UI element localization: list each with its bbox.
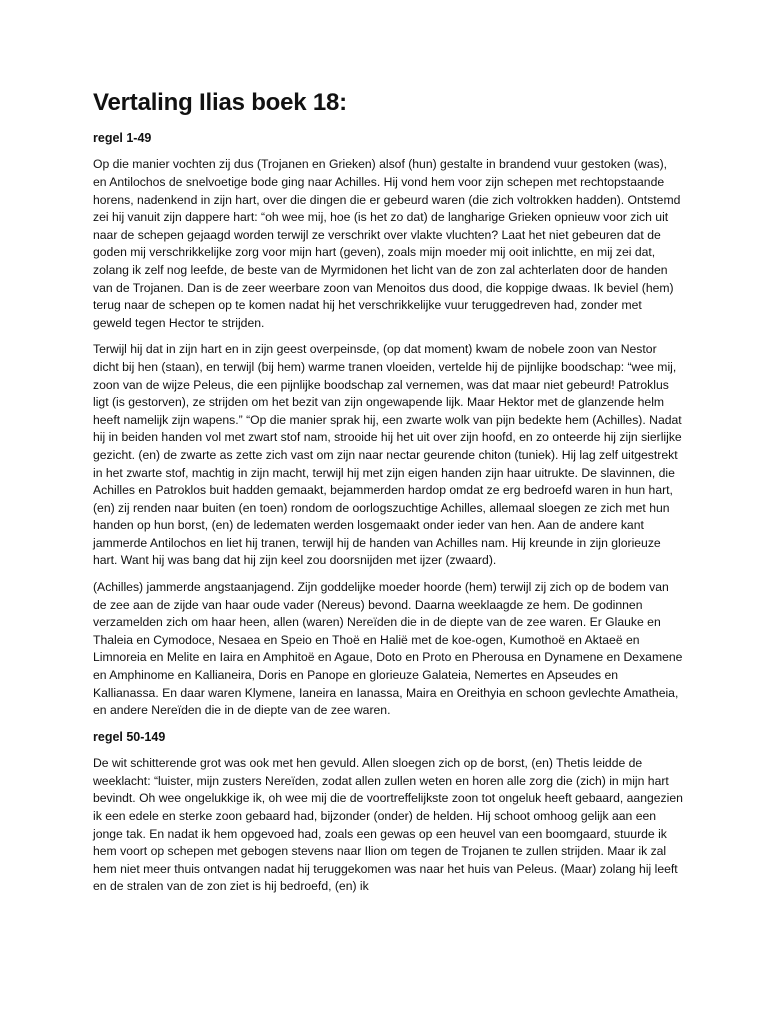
- paragraph: (Achilles) jammerde angstaanjagend. Zijn goddelijke moeder hoorde (hem) terwijl zij zich op de bodem van de zee aan de zijde van haar oude vader (Nereus) bevond. Daarna weeklaagde ze hem. De godinnen verzamelden zich om haar heen, allen (waren) Nereïden die in de diepte van de zee waren. Er Glauke en Thaleia en Cymodoce, Nesaea en Speio en Thoë en Halië met de koe-ogen, Kumothoë en Aktaeë en Limnoreia en Melite en Iaira en Amphitoë en Agaue, Doto en Proto en Pherousa en Dynamene en Dexamene en Amphinome en Kallianeira, Doris en Panope en glorieuze Galateia, Nemertes en Apseudes en Kallianassa. En daar waren Klymene, Ianeira en Ianassa, Maira en Oreithyia en schoon gevlechte Amatheia, en andere Nereïden die in de diepte van de zee waren.: [93, 580, 683, 718]
- section-1: [93, 130, 683, 720]
- section-heading: regel 50-149: [93, 729, 166, 744]
- section-heading: regel 1-49: [93, 131, 152, 145]
- section-2: [93, 729, 683, 896]
- paragraph: Terwijl hij dat in zijn hart en in zijn geest overpeinsde, (op dat moment) kwam de nobele zoon van Nestor dicht bij hen (staan), en terwijl (bij hem) warme tranen vloeiden, vertelde hij de pijnlijke boodschap: “wee mij, zoon van de wijze Peleus, die een pijnlijke boodschap zal vernemen, was dat maar niet gebeurd! Patroklus ligt (is gestorven), ze strijden om het bezit van zijn ongewapende lijk. Maar Hektor met de glanzende helm heeft namelijk zijn wapens.” “Op die manier sprak hij, een zwarte wolk van pijn bedekte hem (Achilles). Nadat hij in beiden handen vol met zwart stof nam, strooide hij het uit over zijn hoofd, en zo onteerde hij zijn sierlijke gezicht. (en) de zwarte as zette zich vast om zijn naar nectar geurende chiton (tuniek). Hij lag zelf uitgestrekt in het zwarte stof, machtig in zijn macht, terwijl hij met zijn eigen handen zijn haar uitrukte. De slavinnen, die Achilles en Patroklos buit hadden gemaakt, bejammerden hardop omdat ze erg bedroefd waren in hun hart, (en) zij renden naar buiten (en toen) rondom de oorlogszuchtige Achilles, allemaal sloegen ze zich met hun handen op hun borst, (en) de ledematen werden losgemaakt onder ieder van hen. Aan de andere kant jammerde Antilochos en liet hij tranen, terwijl hij de handen van Achilles nam. Hij kreunde in zijn glorieuze hart. Want hij was bang dat hij zijn keel zou doorsnijden met ijzer (zwaard).: [93, 342, 682, 568]
- document-page: [93, 86, 683, 905]
- paragraph: Op die manier vochten zij dus (Trojanen en Grieken) alsof (hun) gestalte in brandend vuur gestoken (was), en Antilochos de snelvoetige bode ging naar Achilles. Hij vond hem voor zijn schepen met rechtopstaande horens, nadenkend in zijn hart, over die dingen die er gebeurd waren (die zich voltrokken hadden). Ontstemd zei hij vanuit zijn dappere hart: “oh wee mij, hoe (is het zo dat) de langharige Grieken opnieuw voor zich uit naar de schepen gejaagd worden terwijl ze verschrikt over vlakte vluchten? Laat het niet gebeuren dat de goden mij verschrikkelijke zorg voor mijn hart (geven), zoals mijn moeder mij ooit inlichtte, en mij zei dat, zolang ik zelf nog leefde, de beste van de Myrmidonen het licht van de zon zal achterlaten door de handen van de Trojanen. Dan is de zeer weerbare zoon van Menoitos dus dood, die koppige dwaas. Ik beviel (hem) terug naar de schepen op te komen nadat hij het verschrikkelijke vuur teruggedreven had, zonder met geweld tegen Hector te strijden.: [93, 157, 681, 330]
- paragraph: De wit schitterende grot was ook met hen gevuld. Allen sloegen zich op de borst, (en) Thetis leidde de weeklacht: “luister, mijn zusters Nereïden, zodat allen zullen weten en horen alle zorg die (zich) in mijn hart bevindt. Oh wee ongelukkige ik, oh wee mij die de voortreffelijkste zoon tot ongeluk heeft gebaard, aangezien ik een edele en sterke zoon gebaard had, bijzonder (onder) de helden. Hij schoot omhoog gelijk aan een jonge tak. En nadat ik hem opgevoed had, zoals een gewas op een heuvel van een boomgaard, stuurde ik hem voort op schepen met gebogen stevens naar Ilion om tegen de Trojanen te zullen strijden. Maar ik zal hem niet meer thuis ontvangen nadat hij teruggekomen was naar het huis van Peleus. (Maar) zolang hij leeft en de stralen van de zon ziet is hij bedroefd, (en) ik: [93, 756, 683, 894]
- document-title: Vertaling Ilias boek 18:: [93, 89, 347, 116]
